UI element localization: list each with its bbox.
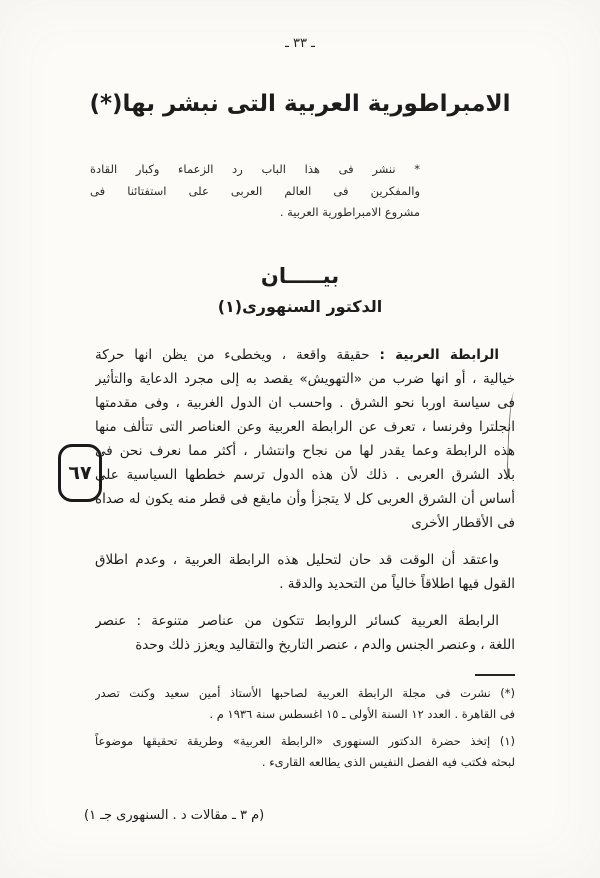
- title-footnote-line: والمفكرين فى العالم العربى على استفتائنا فى: [90, 183, 420, 198]
- footnote-1: [95, 731, 515, 774]
- paragraph-lead: الرابطة العربية :: [379, 346, 499, 363]
- footnote-line: (*) نشرت فى مجلة الرابطة العربية لصاحبها الأستاذ أمين سعيد وكنت تصدر: [95, 685, 515, 700]
- paragraph: [95, 609, 515, 657]
- title-footnote-line: مشروع الامبراطورية العربية .: [279, 205, 420, 219]
- volume-note: (م ٣ ـ مقالات د . السنهورى جـ ١): [84, 808, 265, 823]
- chapter-title: الامبراطورية العربية التى نبشر بها(*): [89, 91, 511, 117]
- title-footnote-block: [90, 159, 420, 224]
- text-line: واعتقد أن الوقت قد حان لتحليل هذه الرابطة العربية ، وعدم اطلاق: [95, 551, 499, 568]
- text-line: [95, 343, 515, 367]
- margin-stamp: [58, 444, 102, 502]
- margin-stamp-number: ٦٧: [68, 462, 92, 484]
- section-heading: بيـــــان: [260, 263, 340, 288]
- text-line: بلاد الشرق العربى . ذلك لأن هذه الدول ترسم خططها السياسية على: [95, 466, 515, 483]
- text-line: القول فيها اطلاقاً خالياً من التحديد والدقة .: [279, 575, 515, 592]
- footnote-separator: [475, 674, 515, 676]
- paragraph: [95, 548, 515, 596]
- footnote-line: لبحثه فكتب فيه الفصل النفيس الذى يطالعه القارىء .: [261, 755, 515, 769]
- author-byline: الدكتور السنهورى(١): [217, 296, 383, 316]
- body-text: [95, 343, 515, 774]
- text-line-rest: حقيقة واقعة ، ويخطىء من يظن انها حركة: [95, 346, 380, 363]
- text-line: انجلترا وفرنسا ، تعرف عن الرابطة العربية وعن العناصر التى تتألف منها: [95, 418, 515, 435]
- text-line: فى الأقطار الأخرى: [411, 514, 515, 531]
- text-line: اللغة ، وعنصر الجنس والدم ، عنصر التاريخ والتقاليد ويعزز ذلك وحدة: [135, 636, 515, 653]
- text-line: الرابطة العربية كسائر الروابط تتكون من عناصر متنوعة : عنصر: [95, 612, 499, 629]
- footnote-line: فى القاهرة . العدد ١٢ السنة الأولى ـ ١٥ اغسطس سنة ١٩٣٦ م .: [209, 707, 515, 721]
- text-line: فى سياسة اوربا نحو الشرق . واحسب ان الدول الغربية ، وفى مقدمتها: [95, 394, 515, 411]
- text-line: أساس أن الشرق العربى كل لا يتجزأ وأن مايقع فى قطر منه يكون له صداه: [95, 490, 515, 507]
- text-line: هذه الرابطة وعما يقدر لها من نجاح وانتشار ، أكثر مما نعرف نحن فى: [95, 442, 515, 459]
- footnotes-block: [95, 683, 515, 774]
- page-number: ـ ٣٣ ـ: [285, 36, 315, 51]
- paragraph: [95, 343, 515, 535]
- title-footnote-line: * ننشر فى هذا الباب رد الزعماء وكبار القادة: [90, 162, 420, 176]
- footnote-line: (١) إتخذ حضرة الدكتور السنهورى «الرابطة العربية» وطريقة تحقيقها موضوعاً: [95, 733, 515, 748]
- text-line: خيالية ، أو انها ضرب من «التهويش» يقصد به إلى مجرد الدعاية والتأثير: [95, 370, 515, 387]
- footnote-star: [95, 683, 515, 726]
